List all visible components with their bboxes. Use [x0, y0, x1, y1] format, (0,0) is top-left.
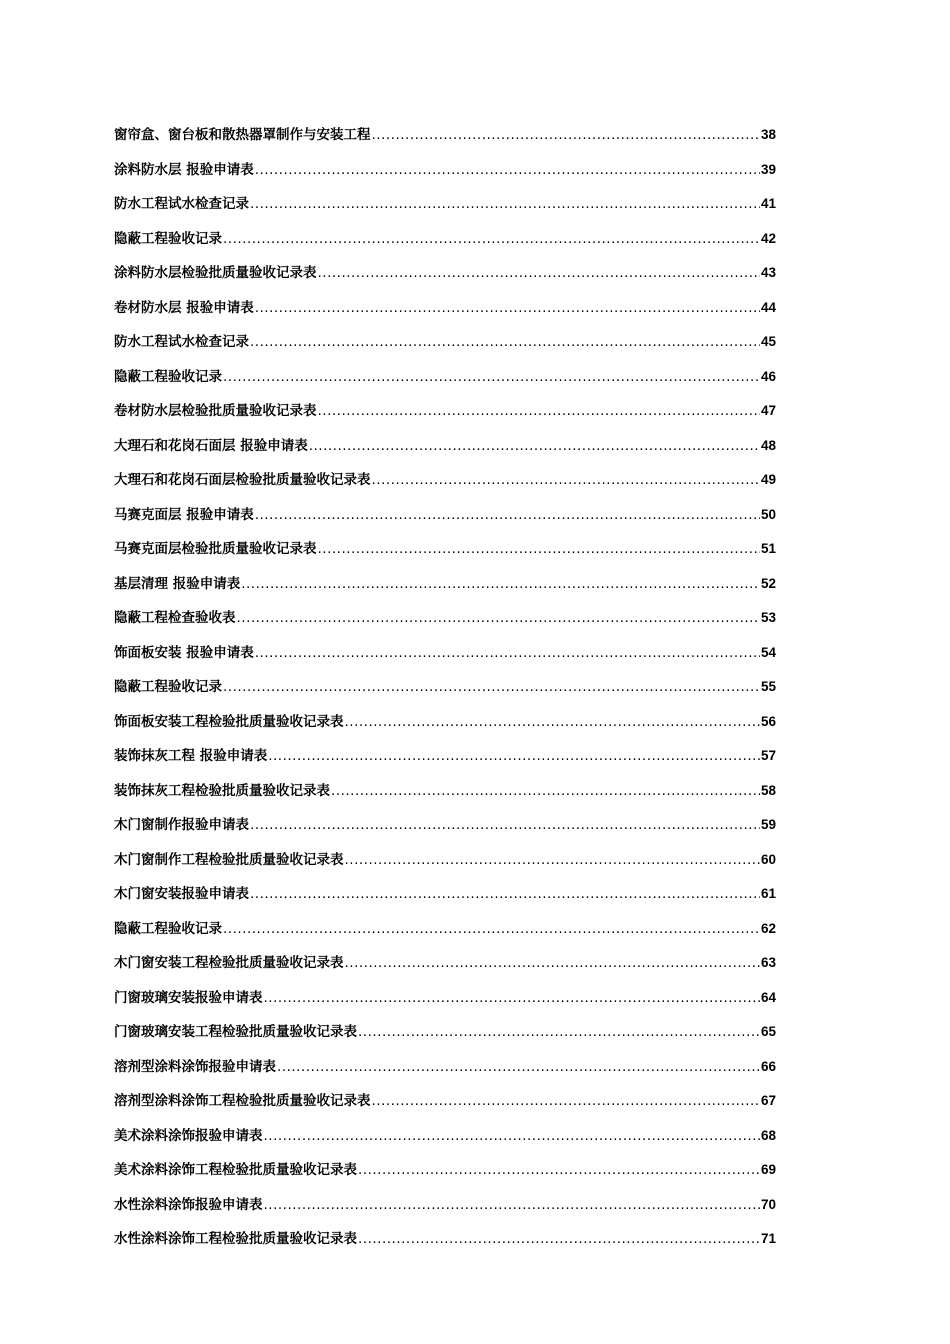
toc-entry[interactable] — [114, 1017, 776, 1052]
toc-entry[interactable] — [114, 120, 776, 155]
toc-entry[interactable] — [114, 396, 776, 431]
toc-entry-page-number: 70 — [760, 1196, 776, 1212]
toc-dot-leader — [250, 189, 760, 219]
toc-entry[interactable] — [114, 603, 776, 638]
toc-entry-page-number: 65 — [760, 1024, 776, 1039]
toc-entry-title: 隐蔽工程检查验收表 — [114, 610, 236, 626]
toc-entry[interactable] — [114, 189, 776, 224]
toc-entry[interactable] — [114, 1052, 776, 1087]
toc-entry[interactable] — [114, 776, 776, 811]
toc-entry[interactable] — [114, 1224, 776, 1259]
toc-dot-leader — [358, 1155, 760, 1185]
toc-dot-leader — [255, 293, 760, 323]
toc-entry-title: 窗帘盒、窗台板和散热器罩制作与安装工程 — [114, 127, 371, 143]
toc-entry[interactable] — [114, 845, 776, 880]
toc-entry[interactable] — [114, 569, 776, 604]
toc-entry-page-number: 56 — [760, 713, 776, 729]
toc-entry-title: 涂料防水层检验批质量验收记录表 — [114, 265, 317, 281]
toc-entry-page-number: 51 — [760, 541, 776, 556]
toc-entry-page-number: 46 — [760, 368, 776, 384]
toc-entry-page-number: 64 — [760, 989, 776, 1005]
toc-entry[interactable] — [114, 672, 776, 707]
toc-entry-title: 隐蔽工程验收记录 — [114, 368, 222, 385]
toc-entry[interactable] — [114, 1086, 776, 1121]
toc-entry-page-number: 50 — [760, 506, 776, 522]
toc-dot-leader — [237, 603, 760, 633]
toc-entry[interactable] — [114, 914, 776, 949]
toc-entry[interactable] — [114, 1155, 776, 1190]
toc-entry[interactable] — [114, 465, 776, 500]
toc-entry[interactable] — [114, 1121, 776, 1156]
toc-entry-title: 木门窗制作工程检验批质量验收记录表 — [114, 851, 344, 868]
toc-entry-title: 马赛克面层 报验申请表 — [114, 506, 254, 523]
table-of-contents — [114, 120, 776, 1259]
toc-dot-leader — [318, 258, 760, 288]
toc-entry[interactable] — [114, 534, 776, 569]
toc-entry-title: 隐蔽工程验收记录 — [114, 230, 222, 247]
toc-entry[interactable] — [114, 983, 776, 1018]
toc-dot-leader — [345, 948, 760, 978]
toc-dot-leader — [223, 672, 760, 702]
toc-entry-page-number: 42 — [760, 230, 776, 246]
toc-entry-title: 卷材防水层检验批质量验收记录表 — [114, 403, 317, 419]
toc-dot-leader — [250, 879, 760, 909]
toc-dot-leader — [318, 534, 760, 564]
toc-dot-leader — [277, 1052, 760, 1082]
toc-entry-title: 木门窗安装工程检验批质量验收记录表 — [114, 955, 344, 971]
toc-dot-leader — [358, 1017, 760, 1047]
toc-entry-title: 装饰抹灰工程 报验申请表 — [114, 748, 268, 764]
toc-entry-title: 木门窗制作报验申请表 — [114, 817, 249, 833]
toc-entry-title: 门窗玻璃安装报验申请表 — [114, 989, 263, 1006]
toc-entry[interactable] — [114, 638, 776, 673]
toc-dot-leader — [358, 1224, 760, 1254]
toc-entry-page-number: 49 — [760, 472, 776, 487]
toc-entry-title: 装饰抹灰工程检验批质量验收记录表 — [114, 782, 330, 799]
toc-entry-title: 防水工程试水检查记录 — [114, 196, 249, 212]
toc-entry-page-number: 58 — [760, 782, 776, 798]
toc-entry-title: 马赛克面层检验批质量验收记录表 — [114, 541, 317, 557]
toc-entry-page-number: 54 — [760, 644, 776, 660]
toc-entry-page-number: 59 — [760, 817, 776, 832]
toc-entry-title: 美术涂料涂饰工程检验批质量验收记录表 — [114, 1162, 357, 1178]
toc-dot-leader — [250, 327, 760, 357]
toc-entry-title: 美术涂料涂饰报验申请表 — [114, 1127, 263, 1144]
toc-dot-leader — [318, 396, 760, 426]
toc-entry-page-number: 41 — [760, 196, 776, 211]
toc-entry-page-number: 45 — [760, 334, 776, 349]
toc-entry[interactable] — [114, 500, 776, 535]
toc-entry-page-number: 53 — [760, 610, 776, 625]
toc-dot-leader — [345, 707, 760, 737]
toc-entry-title: 门窗玻璃安装工程检验批质量验收记录表 — [114, 1024, 357, 1040]
toc-entry-page-number: 62 — [760, 920, 776, 936]
toc-dot-leader — [309, 431, 760, 461]
toc-entry-title: 隐蔽工程验收记录 — [114, 920, 222, 937]
toc-dot-leader — [264, 983, 760, 1013]
toc-entry-page-number: 48 — [760, 437, 776, 453]
toc-entry-title: 溶剂型涂料涂饰报验申请表 — [114, 1058, 276, 1075]
toc-entry[interactable] — [114, 1190, 776, 1225]
toc-dot-leader — [372, 465, 760, 495]
toc-entry[interactable] — [114, 327, 776, 362]
toc-entry-page-number: 67 — [760, 1093, 776, 1108]
toc-entry-page-number: 47 — [760, 403, 776, 418]
toc-dot-leader — [223, 362, 760, 392]
toc-entry[interactable] — [114, 293, 776, 328]
toc-dot-leader — [223, 914, 760, 944]
toc-entry-title: 基层清理 报验申请表 — [114, 575, 241, 592]
toc-entry-page-number: 60 — [760, 851, 776, 867]
toc-entry-page-number: 57 — [760, 748, 776, 763]
toc-entry-page-number: 69 — [760, 1162, 776, 1177]
toc-entry-title: 大理石和花岗石面层检验批质量验收记录表 — [114, 472, 371, 488]
toc-entry-title: 卷材防水层 报验申请表 — [114, 299, 254, 316]
toc-dot-leader — [268, 741, 760, 771]
toc-entry[interactable] — [114, 879, 776, 914]
toc-entry-title: 水性涂料涂饰报验申请表 — [114, 1196, 263, 1213]
toc-dot-leader — [331, 776, 760, 806]
toc-entry-page-number: 43 — [760, 265, 776, 280]
toc-entry[interactable] — [114, 707, 776, 742]
toc-dot-leader — [264, 1121, 760, 1151]
toc-entry-title: 溶剂型涂料涂饰工程检验批质量验收记录表 — [114, 1093, 371, 1109]
toc-entry-title: 饰面板安装 报验申请表 — [114, 644, 254, 661]
toc-entry[interactable] — [114, 258, 776, 293]
toc-dot-leader — [241, 569, 760, 599]
toc-entry-page-number: 66 — [760, 1058, 776, 1074]
toc-entry-page-number: 38 — [760, 127, 776, 142]
toc-entry-page-number: 63 — [760, 955, 776, 970]
toc-dot-leader — [372, 120, 760, 150]
toc-entry-title: 木门窗安装报验申请表 — [114, 886, 249, 902]
toc-entry-page-number: 39 — [760, 161, 776, 177]
toc-entry-title: 涂料防水层 报验申请表 — [114, 161, 254, 178]
toc-entry-title: 防水工程试水检查记录 — [114, 334, 249, 350]
toc-entry[interactable] — [114, 431, 776, 466]
toc-entry[interactable] — [114, 948, 776, 983]
toc-entry-page-number: 52 — [760, 575, 776, 591]
toc-entry[interactable] — [114, 362, 776, 397]
toc-entry-title: 饰面板安装工程检验批质量验收记录表 — [114, 713, 344, 730]
toc-entry[interactable] — [114, 224, 776, 259]
toc-dot-leader — [264, 1190, 760, 1220]
toc-dot-leader — [223, 224, 760, 254]
toc-entry-page-number: 44 — [760, 299, 776, 315]
toc-dot-leader — [250, 810, 760, 840]
toc-entry[interactable] — [114, 810, 776, 845]
toc-entry-page-number: 71 — [760, 1231, 776, 1246]
toc-entry-page-number: 68 — [760, 1127, 776, 1143]
toc-dot-leader — [255, 500, 760, 530]
toc-dot-leader — [255, 155, 760, 185]
toc-entry-page-number: 55 — [760, 679, 776, 694]
toc-entry[interactable] — [114, 741, 776, 776]
toc-dot-leader — [255, 638, 760, 668]
toc-entry-title: 隐蔽工程验收记录 — [114, 679, 222, 695]
toc-entry-page-number: 61 — [760, 886, 776, 901]
toc-dot-leader — [372, 1086, 760, 1116]
toc-entry-title: 大理石和花岗石面层 报验申请表 — [114, 437, 308, 454]
toc-entry-title: 水性涂料涂饰工程检验批质量验收记录表 — [114, 1231, 357, 1247]
toc-dot-leader — [345, 845, 760, 875]
toc-entry[interactable] — [114, 155, 776, 190]
